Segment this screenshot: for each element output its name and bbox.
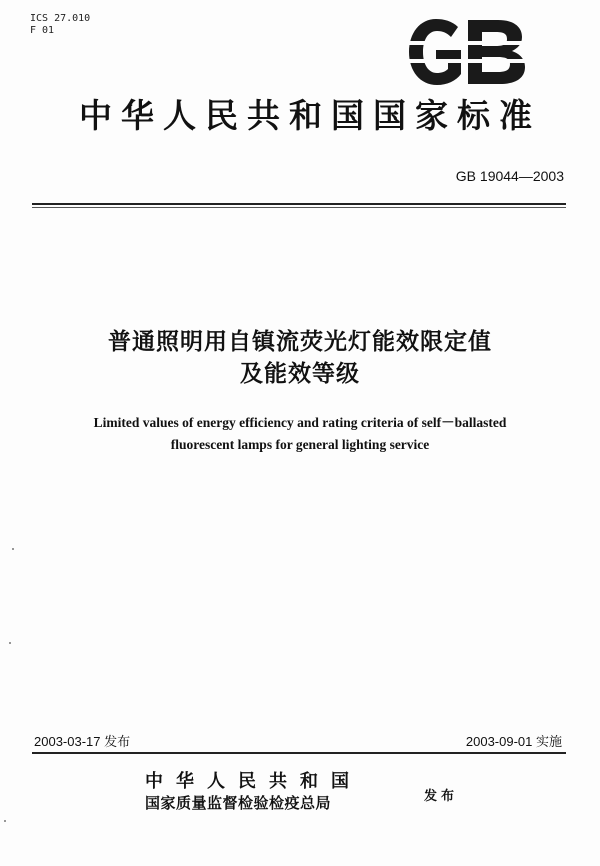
chinese-title-line1: 普通照明用自镇流荧光灯能效限定值	[108, 329, 492, 355]
issuer-agency: 国家质量监督检验检疫总局	[145, 794, 332, 812]
issuer-country: 中华人民共和国	[145, 771, 362, 792]
ics-code: ICS 27.010	[30, 13, 91, 24]
ccs-code: F 01	[30, 25, 55, 36]
effective-date: 2003-09-01 实施	[465, 734, 562, 749]
header-divider-thin	[32, 207, 566, 208]
header-divider	[32, 203, 566, 205]
gb-logo-icon	[406, 17, 528, 87]
english-title-line1: Limited values of energy efficiency and rating criteria of self－ballasted	[93, 415, 507, 430]
issuing-authority	[145, 771, 362, 813]
scan-speck	[9, 642, 11, 644]
standard-category-title: 中华人民共和国国家标准	[79, 96, 541, 135]
footer-divider	[32, 752, 566, 754]
chinese-title	[40, 326, 560, 390]
scan-speck	[12, 548, 14, 550]
chinese-title-line2: 及能效等级	[240, 361, 360, 387]
scan-speck	[4, 820, 6, 822]
standard-number: GB 19044—2003	[455, 168, 564, 184]
english-title-line2: fluorescent lamps for general lighting service	[170, 437, 430, 452]
issue-action-label: 发布	[424, 789, 459, 804]
classification-codes	[30, 13, 90, 37]
english-title	[40, 412, 560, 456]
issue-date: 2003-03-17 发布	[34, 734, 131, 749]
